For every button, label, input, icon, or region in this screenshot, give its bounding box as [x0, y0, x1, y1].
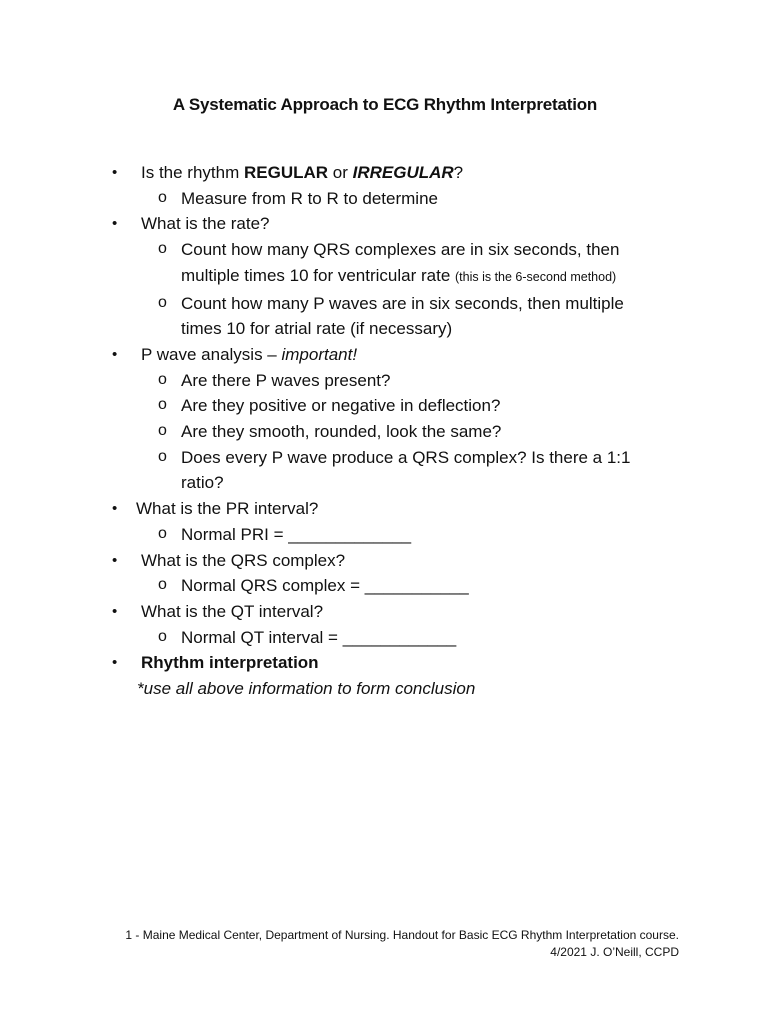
sub-bullet-icon: o	[158, 422, 167, 440]
method-note: (this is the 6-second method)	[455, 269, 617, 284]
rhythm-question-suffix: ?	[453, 163, 464, 182]
sub-item-text: Count how many P waves are in six seconds, then multiple	[181, 293, 624, 313]
sub-item-text: Are they smooth, rounded, look the same?	[181, 422, 502, 442]
bullet-icon: •	[112, 500, 118, 518]
sub-item-pwave-deflection	[0, 393, 770, 419]
rhythm-or: or	[328, 163, 353, 182]
sub-item-pwave-present	[0, 368, 770, 394]
sub-item-rate-atrial-cont	[0, 316, 770, 342]
list-item-interpretation	[0, 650, 770, 676]
sub-bullet-icon: o	[158, 188, 167, 206]
list-item-qt	[0, 599, 770, 625]
list-item-label: What is the rate?	[141, 214, 270, 234]
sub-item-text: times 10 for atrial rate (if necessary)	[181, 319, 453, 339]
sub-item-text: Count how many QRS complexes are in six seconds, then	[181, 240, 620, 260]
list-item-label: What is the PR interval?	[136, 499, 319, 519]
rhythm-regular: REGULAR	[243, 163, 329, 182]
sub-bullet-icon: o	[158, 627, 167, 645]
rhythm-irregular: IRREGULAR	[352, 163, 454, 182]
sub-item-text: ratio?	[181, 473, 224, 493]
conclusion-note: *use all above information to form conclusion	[137, 679, 476, 698]
checklist	[0, 160, 770, 676]
sub-item-qrs-normal	[0, 573, 770, 599]
sub-item-text: Does every P wave produce a QRS complex? Is there a 1:1	[181, 447, 631, 467]
footer	[125, 927, 679, 961]
sub-item-pr-normal	[0, 522, 770, 548]
sub-item-text: Measure from R to R to determine	[181, 188, 438, 208]
sub-bullet-icon: o	[158, 396, 167, 414]
bullet-icon: •	[112, 345, 118, 363]
list-item-label: What is the QT interval?	[141, 601, 324, 621]
sub-item-rate-atrial	[0, 291, 770, 317]
sub-item-rate-ventricular	[0, 237, 770, 263]
list-item-rate	[0, 211, 770, 237]
sub-item-text: Normal QRS complex = ___________	[181, 576, 469, 596]
bullet-icon: •	[112, 551, 118, 569]
list-item-label: What is the QRS complex?	[141, 550, 346, 570]
sub-item-rate-ventricular-cont	[0, 263, 770, 291]
bullet-icon: •	[112, 215, 118, 233]
sub-item-text: multiple times 10 for ventricular rate	[181, 265, 455, 285]
sub-item-text: Are they positive or negative in deflection?	[181, 396, 501, 416]
sub-bullet-icon: o	[158, 293, 167, 311]
pwave-emphasis: important!	[281, 344, 358, 364]
page-title: A Systematic Approach to ECG Rhythm Interpretation	[172, 95, 598, 114]
sub-bullet-icon: o	[158, 447, 167, 465]
list-item-rhythm	[0, 160, 770, 186]
sub-item-qt-normal	[0, 625, 770, 651]
sub-bullet-icon: o	[158, 524, 167, 542]
sub-item-rhythm-measure	[0, 186, 770, 212]
bullet-icon: •	[112, 164, 118, 181]
bullet-icon: •	[112, 602, 118, 620]
sub-item-pwave-ratio	[0, 445, 770, 471]
list-item-pr	[0, 496, 770, 522]
sub-bullet-icon: o	[158, 240, 167, 258]
sub-item-text: Are there P waves present?	[181, 370, 391, 390]
list-item-qrs	[0, 548, 770, 574]
bullet-icon: •	[112, 654, 118, 672]
sub-item-pwave-shape	[0, 419, 770, 445]
sub-item-text: Normal PRI = _____________	[181, 524, 412, 544]
list-item-label: Rhythm interpretation	[141, 653, 319, 673]
list-item-label: P wave analysis –	[141, 344, 282, 364]
list-item-pwave	[0, 342, 770, 368]
sub-bullet-icon: o	[158, 576, 167, 594]
sub-bullet-icon: o	[158, 370, 167, 388]
footer-citation: 1 - Maine Medical Center, Department of Nursing. Handout for Basic ECG Rhythm Interpretation course.	[125, 928, 679, 942]
sub-item-pwave-ratio-cont	[0, 470, 770, 496]
footer-author: 4/2021 J. O’Neill, CCPD	[550, 945, 679, 959]
rhythm-question-prefix: Is the rhythm	[141, 163, 244, 182]
sub-item-text: Normal QT interval = ____________	[181, 627, 457, 647]
